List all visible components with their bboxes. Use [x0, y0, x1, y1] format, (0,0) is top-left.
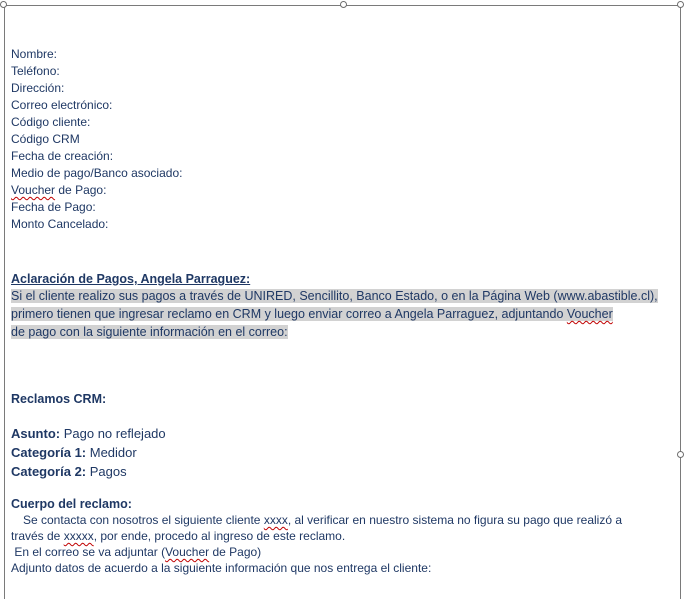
categoria-1-line: Categoría 1: Medidor	[11, 445, 137, 460]
field-fecha-creacion: Fecha de creación:	[11, 149, 114, 163]
field-codigo-crm: Código CRM	[11, 132, 80, 146]
resize-handle-top-left[interactable]	[0, 1, 7, 8]
aclaracion-heading: Aclaración de Pagos, Angela Parraguez:	[11, 272, 251, 286]
field-medio-pago: Medio de pago/Banco asociado:	[11, 166, 183, 180]
field-direccion: Dirección:	[11, 81, 65, 95]
aclaracion-paragraph: Si el cliente realizo sus pagos a través de UNIRED, Sencillito, Banco Estado, o en la Página Web (www.abastible.cl), primero tienen que ingresar reclamo en CRM y luego enviar correo a Angela Parraguez, adjuntando Voucher de pago con la siguiente información en el correo:	[11, 289, 658, 339]
cuerpo-paragraph: Se contacta con nosotros el siguiente cliente xxxx, al verificar en nuestro sistema no figura su pago que realizó a través de xxxxx, por ende, procedo al ingreso de este reclamo. En el correo se va adjuntar (Voucher de Pago) Adjunto datos de acuerdo a la siguiente información que nos entrega el cliente:	[11, 513, 623, 575]
field-telefono: Teléfono:	[11, 64, 60, 78]
reclamos-heading: Reclamos CRM:	[11, 392, 107, 406]
cuerpo-heading: Cuerpo del reclamo:	[11, 497, 132, 511]
field-fecha-pago: Fecha de Pago:	[11, 200, 96, 214]
customer-fields	[11, 46, 671, 233]
categoria-2-line: Categoría 2: Pagos	[11, 464, 127, 479]
field-correo: Correo electrónico:	[11, 98, 113, 112]
reclamos-fields	[11, 424, 671, 481]
field-nombre: Nombre:	[11, 47, 58, 61]
resize-handle-top-right[interactable]	[677, 1, 684, 8]
resize-handle-middle-right[interactable]	[677, 451, 684, 458]
spellcheck-word: Voucher	[11, 183, 56, 197]
asunto-line: Asunto: Pago no reflejado	[11, 426, 166, 441]
text-box-content[interactable]	[11, 46, 671, 576]
field-monto: Monto Cancelado:	[11, 217, 109, 231]
resize-handle-top-center[interactable]	[340, 1, 347, 8]
field-codigo-cliente: Código cliente:	[11, 115, 91, 129]
field-voucher: Voucher de Pago:	[11, 183, 107, 197]
